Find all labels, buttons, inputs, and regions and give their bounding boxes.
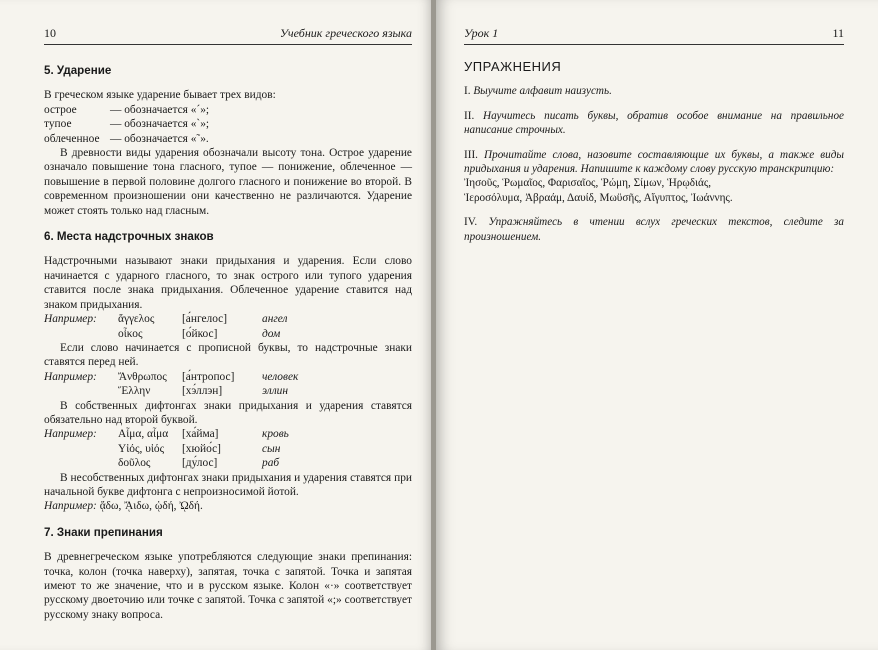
transcription: [хюйо́с]: [182, 442, 221, 455]
example-row: [44, 442, 289, 456]
exercise-item: [464, 215, 844, 244]
greek-word: Ἕλλην: [118, 385, 151, 398]
exercise-text: Прочитайте слова, назовите составляющие их буквы, а также виды придыхания и ударения. Напишите к каждому слову русскую транскрипцию:: [464, 148, 844, 176]
greek-word-list: Ἱεροσόλυμα, Ἀβραάμ, Δαυίδ, Μωϋσῆς, Αἴγυπτος, Ἰωάννης.: [464, 191, 733, 204]
translation: кровь: [262, 428, 289, 441]
greek-word: ἄγγελος: [118, 313, 155, 326]
translation: человек: [262, 370, 299, 383]
greek-word: Ἄνθρωπος: [118, 370, 167, 383]
running-title: Урок 1: [464, 26, 499, 40]
transcription: [а́нгелос]: [182, 313, 228, 326]
exercise-item: [464, 109, 844, 138]
example-row: [44, 312, 288, 326]
example-label: Например:: [44, 500, 97, 513]
paragraph: В собственных дифтонгах знаки придыхания и ударения ставятся обязательно над второй буквой.: [44, 399, 412, 426]
greek-word: Υἱός, υἱός: [118, 442, 165, 455]
exercise-number: IV.: [464, 216, 478, 229]
accent-row: [44, 103, 209, 117]
greek-words: ᾄδω, ᾌιδω, ᾠδή, ᾨδή.: [99, 500, 203, 513]
paragraph: В древности виды ударения обозначали высоту тона. Острое ударение означало повышение тона гласного, тупое — понижение, облеченное — повышение в первой половине долгого гласного и понижение во второй. В современном произношении они качественно не различаются. Ударение может стоять только над гласным.: [44, 147, 412, 217]
example-row: [44, 370, 298, 384]
paragraph: В несобственных дифтонгах знаки придыхания и ударения ставятся при начальной букве дифтонга с непроизносимой йотой.: [44, 471, 412, 498]
section-heading: 5. Ударение: [44, 64, 112, 77]
exercise-text: Научитесь писать буквы, обратив особое внимание на правильное написание строчных.: [464, 109, 844, 137]
paragraph: Надстрочными называют знаки придыхания и ударения. Если слово начинается с ударного гласного, то знак острого или тупого ударения ставится после знака придыхания. Облеченное ударение ставится над знаком придыхания.: [44, 255, 412, 311]
translation: сын: [262, 442, 281, 455]
transcription: [а́нтропос]: [182, 370, 235, 383]
right-content: [464, 60, 844, 254]
exercise-text: Выучите алфавит наизусть.: [473, 85, 612, 98]
right-page: [436, 0, 878, 650]
accent-desc: — обозначается «`»;: [110, 118, 210, 131]
example-table: [44, 370, 298, 399]
exercise-text: Упражняйтесь в чтении вслух греческих текстов, следите за произношением.: [464, 216, 845, 243]
accent-desc: — обозначается «˜».: [110, 132, 209, 145]
example-line: [44, 499, 412, 513]
exercise-number: II.: [464, 109, 475, 122]
accent-name: облеченное: [44, 132, 100, 145]
header-rule: [44, 44, 412, 45]
accent-types: [44, 103, 209, 146]
paragraph: Если слово начинается с прописной буквы, то надстрочные знаки ставятся перед ней.: [44, 341, 412, 369]
section-heading: 6. Места надстрочных знаков: [44, 230, 214, 244]
translation: эллин: [262, 385, 289, 398]
translation: ангел: [262, 313, 288, 326]
exercise-item: [464, 148, 844, 206]
accent-desc: — обозначается «´»;: [110, 103, 210, 116]
example-table: [44, 312, 288, 341]
exercise-item: [464, 84, 844, 98]
example-row: [44, 327, 288, 341]
left-page: [0, 0, 432, 650]
running-title: Учебник греческого языка: [279, 26, 412, 40]
example-label: Например:: [44, 428, 97, 441]
page-number: 11: [832, 26, 844, 40]
transcription: [о́йкос]: [182, 327, 218, 340]
greek-word-list: Ἰησοῦς, Ῥωμαῖος, Φαρισαῖος, Ῥώμη, Σίμων, Ἡρῳδιάς,: [464, 177, 712, 190]
example-row: [44, 384, 298, 398]
accent-row: [44, 132, 209, 146]
page-number: 10: [44, 26, 56, 40]
example-row: [44, 427, 289, 441]
transcription: [хэ́ллэн]: [182, 385, 223, 398]
section-heading: 7. Знаки препинания: [44, 525, 163, 539]
transcription: [ха́йма]: [182, 428, 219, 441]
greek-word: οἶκος: [118, 327, 143, 340]
header-rule: [464, 44, 844, 45]
accent-name: тупое: [44, 118, 72, 131]
left-content: [44, 64, 412, 622]
exercise-number: I.: [464, 85, 471, 98]
greek-word: Αἷμα, αἷμα: [118, 428, 169, 441]
example-label: Например:: [44, 370, 97, 383]
translation: раб: [262, 457, 280, 470]
transcription: [ду́лос]: [182, 457, 218, 470]
greek-word: δοῦλος: [118, 457, 151, 470]
translation: дом: [262, 327, 281, 340]
exercise-number: III.: [464, 148, 478, 161]
accent-name: острое: [44, 103, 77, 116]
example-table: [44, 427, 289, 470]
accent-row: [44, 117, 209, 131]
spacer: [44, 218, 412, 230]
example-row: [44, 456, 289, 470]
paragraph: В греческом языке ударение бывает трех видов:: [44, 89, 276, 102]
example-label: Например:: [44, 313, 97, 326]
spacer: [44, 514, 412, 526]
paragraph: В древнегреческом языке употребляются следующие знаки препинания: точка, колон (точка наверху), запятая, точка с запятой. Точка и запятая имеют то же значение, что и в русском языке. Колон «·» соответствует русскому двоеточию или точке с запятой. Точка с запятой «;» соответствует русскому знаку вопроса.: [44, 551, 412, 621]
exercises-title: УПРАЖНЕНИЯ: [464, 59, 562, 74]
